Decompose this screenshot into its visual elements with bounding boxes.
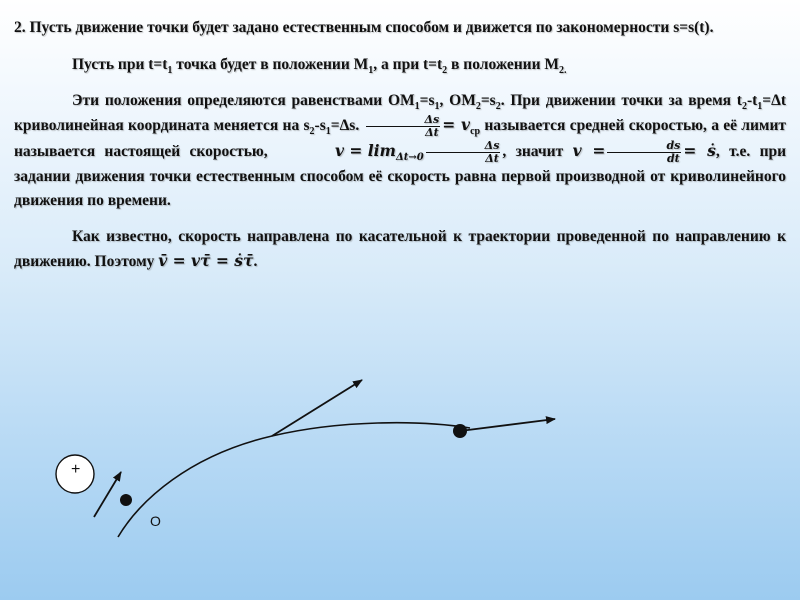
p2-text-d: в положении M xyxy=(447,56,560,73)
trajectory-diagram xyxy=(0,360,800,600)
derivative-fraction xyxy=(607,140,681,165)
p3-sub: 1 xyxy=(414,101,420,113)
p3-sub: 1 xyxy=(434,101,440,113)
fraction-numerator: Δs xyxy=(426,140,501,153)
p3-text-a: Эти положения определяются равенствами OM xyxy=(72,92,415,109)
fraction-denominator: Δt xyxy=(485,151,499,165)
p3-text-g: =Δt криволинейная координата меняется на s xyxy=(14,92,786,134)
p2-sub-3: 2 xyxy=(442,65,448,77)
p3-text-c: , OM xyxy=(439,92,476,109)
p3-text-j: называется средней скоростью, а её лимит называется настоящей скоростью, xyxy=(14,117,787,160)
limit-expression xyxy=(277,139,424,163)
p2-sub-1: 1 xyxy=(167,65,173,77)
avg-speed-sub: ср xyxy=(470,126,481,138)
paragraph-3 xyxy=(14,89,786,213)
paragraph-1: 2. Пусть движение точки будет задано естественным способом и движется по закономерности s=s(t). xyxy=(14,19,714,36)
p2-text-b: точка будет в положении M xyxy=(172,56,369,73)
p3-text-d: =s xyxy=(480,92,496,109)
point-m2 xyxy=(453,424,467,438)
p3-text-f: -t xyxy=(746,92,758,109)
limit-fraction xyxy=(426,140,501,165)
fraction-denominator: Δt xyxy=(425,125,439,139)
p2-text-a: Пусть при t=t xyxy=(72,56,168,73)
p3-text-e: . При движении точки за время t xyxy=(500,92,742,109)
p3-text-k: , значит xyxy=(502,142,564,160)
limit-sub: Δt→0 xyxy=(395,152,424,164)
p3-sub: 2 xyxy=(475,101,481,113)
p3-text-l: , т.е. при задании движения точки естественным способом её скорость равна первой производной от криволинейного движения по времени. xyxy=(14,142,787,209)
positive-sign-label: + xyxy=(71,461,81,478)
p3-sub: 2 xyxy=(741,101,747,113)
p3-sub: 1 xyxy=(757,101,763,113)
p4-text-a: Как известно, скорость направлена по касательной к траектории проведенной по направлению к движению. Поэтому xyxy=(14,227,786,270)
fraction-numerator: Δs xyxy=(366,114,441,127)
fraction-numerator: ds xyxy=(607,140,681,153)
trajectory-curve xyxy=(118,423,470,537)
p2-text-c: , а при t=t xyxy=(373,56,443,73)
avg-speed-fraction xyxy=(366,114,441,139)
p2-sub-2: 1 xyxy=(368,65,374,77)
slide-text xyxy=(14,16,786,286)
velocity-formula: v̄ = vτ̄ = ṡτ̄ xyxy=(158,250,254,270)
derivative-lhs: v = xyxy=(572,140,606,160)
p3-text-i: =Δs. xyxy=(330,117,360,134)
p3-sub: 2 xyxy=(495,101,501,113)
paragraph-2 xyxy=(14,53,786,77)
p3-sub: 2 xyxy=(309,126,315,138)
velocity-vector-m2 xyxy=(460,419,555,431)
p3-text-b: =s xyxy=(419,92,435,109)
origin-label: O xyxy=(150,513,161,529)
origin-point xyxy=(120,494,132,506)
fraction-denominator: dt xyxy=(666,151,680,165)
p3-text-h: -s xyxy=(314,117,326,134)
avg-speed-symbol: = v xyxy=(442,115,471,134)
p3-sub: 1 xyxy=(325,126,331,138)
p4-text-end: . xyxy=(253,252,258,270)
p2-sub-4: 2. xyxy=(559,65,567,77)
paragraph-4 xyxy=(14,225,786,274)
s-dot: = ṡ xyxy=(683,140,716,160)
limit-lhs: v = lim xyxy=(334,140,396,160)
direction-arrow xyxy=(94,472,121,517)
